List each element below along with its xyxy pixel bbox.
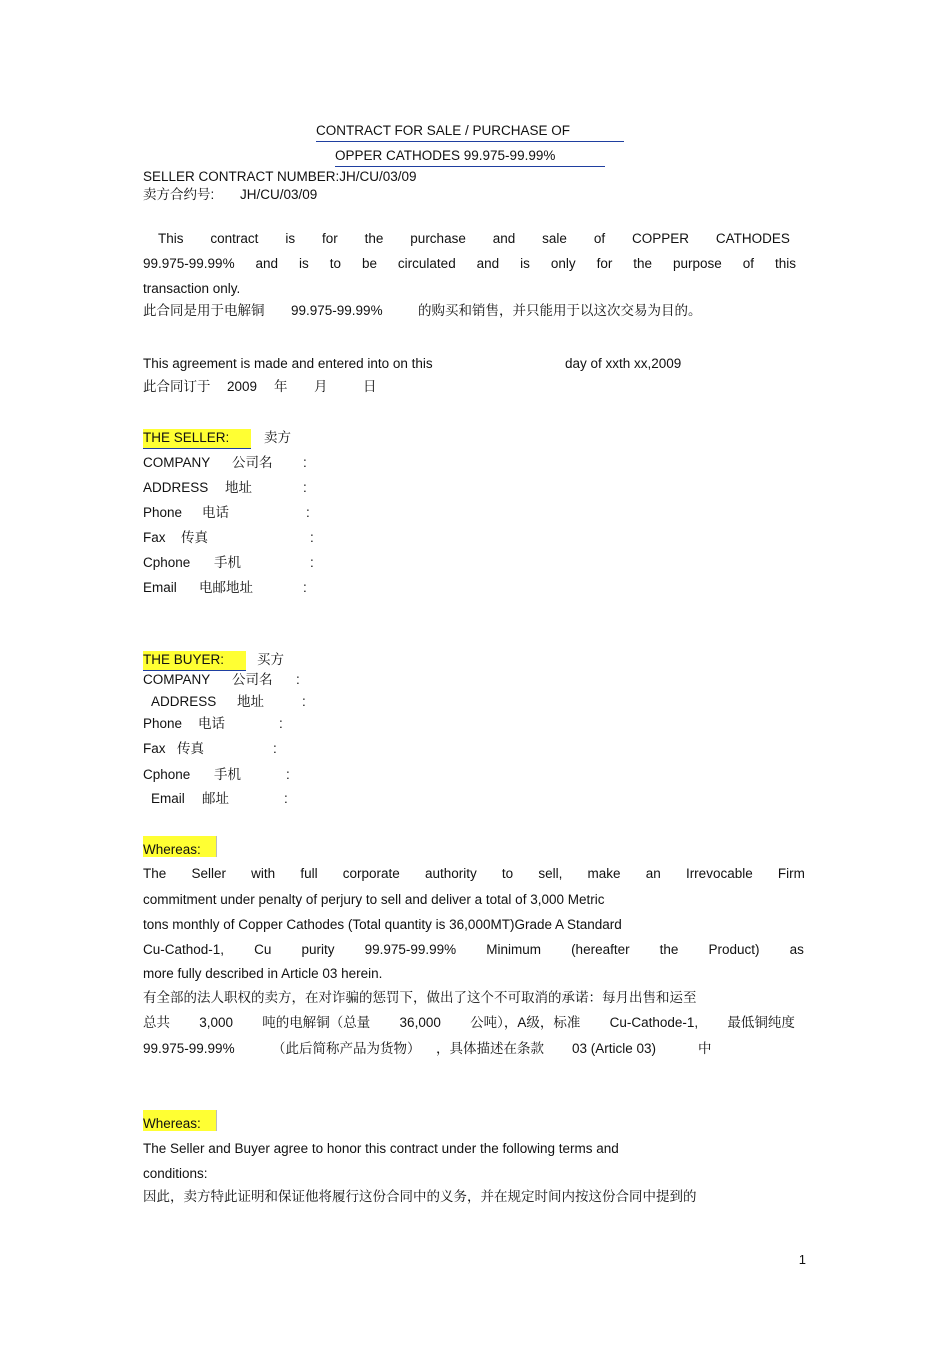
word: and <box>476 256 500 271</box>
contract-number-cn-value: JH/CU/03/09 <box>240 187 318 202</box>
seller-fax-colon: : <box>310 530 314 545</box>
seller-fax-label: Fax <box>143 530 166 545</box>
seller-cphone-label: Cphone <box>143 555 191 570</box>
word: 最低铜纯度 <box>727 1015 795 1030</box>
buyer-heading: THE BUYER: <box>143 651 246 671</box>
word: for <box>596 256 613 271</box>
word: (hereafter <box>571 942 630 957</box>
word: Seller <box>191 866 226 881</box>
word: 36,000 <box>399 1015 441 1030</box>
seller-heading: THE SELLER: <box>143 429 251 449</box>
seller-company-label: COMPANY <box>143 455 211 470</box>
whereas2-line-1: The Seller and Buyer agree to honor this contract under the following terms and <box>143 1141 619 1156</box>
seller-cphone-colon: : <box>310 555 314 570</box>
title-line-1: CONTRACT FOR SALE / PURCHASE OF <box>316 122 624 142</box>
whereas1-cn-3a: 99.975-99.99% <box>143 1041 235 1056</box>
word: Cu-Cathode-1, <box>609 1015 699 1030</box>
intro-cn-c: 的购买和销售，并只能用于以这次交易为目的。 <box>418 303 702 318</box>
word: only <box>550 256 576 271</box>
word: Cu-Cathod-1, <box>143 942 225 957</box>
word: Firm <box>777 866 805 881</box>
intro-cn-a: 此合同是用于电解铜 <box>143 303 265 318</box>
seller-contract-number: SELLER CONTRACT NUMBER:JH/CU/03/09 <box>143 169 417 184</box>
whereas1-cn-3e: 中 <box>698 1041 712 1056</box>
word: 99.975-99.99% <box>143 256 235 271</box>
buyer-company-colon: : <box>296 672 300 687</box>
buyer-company-label: COMPANY <box>143 672 211 687</box>
word: full <box>300 866 318 881</box>
intro-cn-b: 99.975-99.99% <box>291 303 383 318</box>
buyer-fax-cn: 传真 <box>177 741 204 756</box>
word: This <box>158 231 184 246</box>
word: of <box>742 256 755 271</box>
agreement-cn-b: 年 <box>274 379 288 394</box>
word: corporate <box>342 866 400 881</box>
agreement-en-b: day of xxth xx,2009 <box>565 356 682 371</box>
buyer-phone-colon: : <box>279 716 283 731</box>
word: is <box>299 256 309 271</box>
word: 吨的电解铜（总量 <box>262 1015 371 1030</box>
seller-address-colon: : <box>303 480 307 495</box>
page-number: 1 <box>798 1252 806 1267</box>
word: for <box>321 231 338 246</box>
word: contract <box>210 231 259 246</box>
word: is <box>520 256 530 271</box>
word: purity <box>301 942 335 957</box>
word: an <box>645 866 661 881</box>
word: and <box>492 231 516 246</box>
buyer-cphone-label: Cphone <box>143 767 191 782</box>
intro-line-3: transaction only. <box>143 281 241 296</box>
word: Minimum <box>486 942 541 957</box>
word: sale <box>542 231 567 246</box>
word: CATHODES <box>715 231 790 246</box>
word: this <box>774 256 796 271</box>
buyer-fax-label: Fax <box>143 741 166 756</box>
word: the <box>364 231 384 246</box>
agreement-en-a: This agreement is made and entered into on this <box>143 356 433 371</box>
whereas1-cn-3b: （此后简称产品为货物） <box>272 1041 421 1056</box>
word: is <box>285 231 296 246</box>
intro-line-1 <box>143 230 790 248</box>
word: circulated <box>397 256 456 271</box>
word: sell, <box>538 866 563 881</box>
whereas-heading-1: Whereas: <box>143 836 217 857</box>
word: to <box>329 256 341 271</box>
word: to <box>501 866 514 881</box>
buyer-fax-colon: : <box>273 741 277 756</box>
whereas1-cn-2 <box>143 1014 795 1032</box>
agreement-cn-year: 2009 <box>227 379 258 394</box>
word: the <box>633 256 653 271</box>
word: be <box>361 256 377 271</box>
seller-company-cn: 公司名 <box>232 455 273 470</box>
agreement-cn-c: 月 <box>314 379 328 394</box>
buyer-cphone-colon: : <box>286 767 290 782</box>
word: 99.975-99.99% <box>364 942 457 957</box>
seller-email-label: Email <box>143 580 177 595</box>
seller-company-colon: : <box>303 455 307 470</box>
seller-fax-cn: 传真 <box>181 530 208 545</box>
word: Irrevocable <box>685 866 753 881</box>
word: 3,000 <box>199 1015 234 1030</box>
whereas2-cn-1: 因此，卖方特此证明和保证他将履行这份合同中的义务，并在规定时间内按这份合同中提到的 <box>143 1189 697 1204</box>
whereas1-cn-3d: 03 (Article 03) <box>572 1041 657 1056</box>
buyer-email-colon: : <box>284 791 288 806</box>
word: Cu <box>254 942 272 957</box>
whereas1-cn-1: 有全部的法人职权的卖方，在对诈骗的惩罚下，做出了这个不可取消的承诺：每月出售和运至 <box>143 990 697 1005</box>
intro-line-2 <box>143 255 796 273</box>
whereas1-line-2: commitment under penalty of perjury to sell and deliver a total of 3,000 Metric <box>143 892 605 907</box>
word: The <box>143 866 167 881</box>
buyer-phone-cn: 电话 <box>198 716 225 731</box>
agreement-cn-a: 此合同订于 <box>143 379 211 394</box>
title-line-2: OPPER CATHODES 99.975-99.99% <box>335 147 605 167</box>
contract-number-cn-label: 卖方合约号: <box>143 187 215 202</box>
seller-address-label: ADDRESS <box>143 480 209 495</box>
word: 公吨），A级，标准 <box>470 1015 581 1030</box>
buyer-address-cn: 地址 <box>237 694 264 709</box>
word: the <box>659 942 679 957</box>
buyer-company-cn: 公司名 <box>232 672 273 687</box>
seller-phone-label: Phone <box>143 505 183 520</box>
whereas1-line-4 <box>143 941 804 959</box>
word: of <box>593 231 606 246</box>
seller-phone-colon: : <box>306 505 310 520</box>
word: COPPER <box>631 231 689 246</box>
whereas1-line-3: tons monthly of Copper Cathodes (Total quantity is 36,000MT)Grade A Standard <box>143 917 622 932</box>
buyer-email-cn: 邮址 <box>202 791 229 806</box>
seller-heading-cn: 卖方 <box>264 430 291 445</box>
buyer-email-label: Email <box>151 791 185 806</box>
seller-phone-cn: 电话 <box>202 505 229 520</box>
word: as <box>789 942 804 957</box>
word: purpose <box>673 256 722 271</box>
word: make <box>587 866 621 881</box>
word: authority <box>424 866 477 881</box>
seller-address-cn: 地址 <box>225 480 252 495</box>
whereas1-line-1 <box>143 865 805 883</box>
whereas1-line-5: more fully described in Article 03 herein. <box>143 966 383 981</box>
buyer-address-label: ADDRESS <box>151 694 217 709</box>
buyer-phone-label: Phone <box>143 716 183 731</box>
seller-email-cn: 电邮地址 <box>199 580 253 595</box>
seller-cphone-cn: 手机 <box>214 555 241 570</box>
buyer-address-colon: : <box>302 694 306 709</box>
buyer-cphone-cn: 手机 <box>214 767 241 782</box>
word: purchase <box>410 231 466 246</box>
whereas2-line-2: conditions: <box>143 1166 208 1181</box>
buyer-heading-cn: 买方 <box>257 652 284 667</box>
word: with <box>251 866 276 881</box>
word: and <box>255 256 279 271</box>
seller-email-colon: : <box>303 580 307 595</box>
word: Product) <box>708 942 760 957</box>
word: 总共 <box>143 1015 170 1030</box>
whereas-heading-2: Whereas: <box>143 1110 217 1131</box>
whereas1-cn-3c: ，具体描述在条款 <box>436 1041 544 1056</box>
agreement-cn-d: 日 <box>363 379 377 394</box>
